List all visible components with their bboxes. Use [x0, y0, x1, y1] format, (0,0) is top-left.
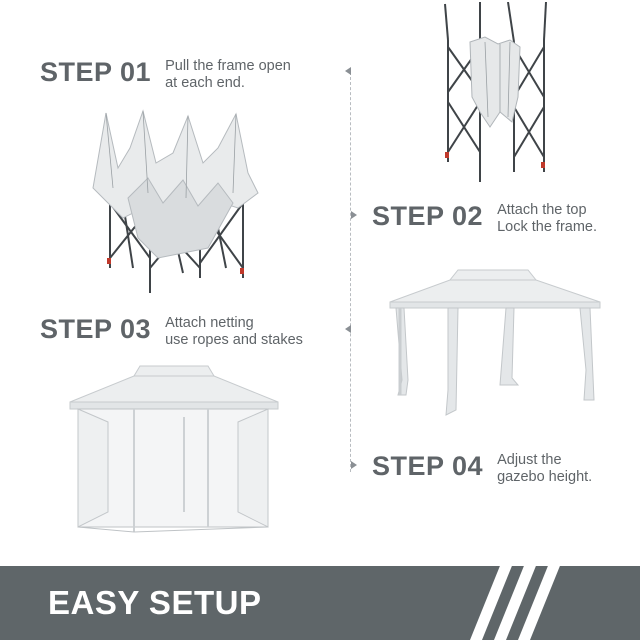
arrow-step-03-icon	[345, 325, 351, 333]
step-04-description	[497, 451, 592, 486]
step-03	[40, 314, 303, 349]
step-02-line-1: Attach the top	[497, 202, 587, 218]
step-03-line-2: use ropes and stakes	[165, 332, 303, 348]
timeline-divider	[350, 72, 351, 472]
arrow-step-04-icon	[351, 461, 357, 469]
step-04-label: STEP 04	[372, 451, 484, 481]
step-01-label: STEP 01	[40, 57, 152, 87]
step-02-label: STEP 02	[372, 201, 484, 231]
folded-frame-closed-image	[440, 2, 552, 184]
step-03-line-1: Attach netting	[165, 315, 254, 331]
step-04-line-2: gazebo height.	[497, 469, 593, 485]
step-01	[40, 57, 291, 92]
step-03-label: STEP 03	[40, 314, 152, 344]
step-02	[372, 201, 597, 236]
step-04	[372, 451, 592, 486]
step-01-line-2: at each end.	[165, 75, 245, 91]
gazebo-with-netting-image	[68, 362, 280, 538]
easy-setup-banner	[0, 566, 640, 640]
arrow-step-01-icon	[345, 67, 351, 75]
arrow-step-02-icon	[351, 211, 357, 219]
step-01-description	[165, 57, 291, 92]
step-02-description	[497, 201, 597, 236]
folded-frame-canopy-image	[88, 108, 263, 298]
step-02-line-2: Lock the frame.	[497, 219, 598, 235]
gazebo-open-image	[388, 260, 602, 420]
step-01-line-1: Pull the frame open	[165, 58, 291, 74]
step-04-line-1: Adjust the	[497, 452, 562, 468]
step-03-description	[165, 314, 303, 349]
banner-title: EASY SETUP	[48, 584, 262, 621]
